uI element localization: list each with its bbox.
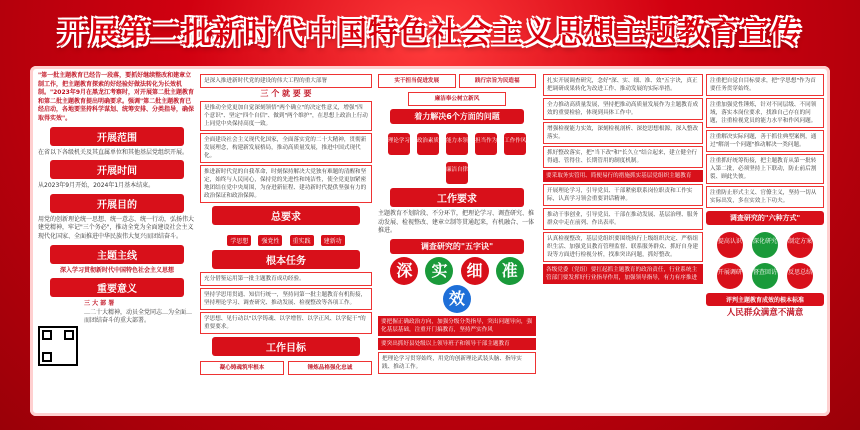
- col4-b8: 认真检视整改，基层党组织要围绕执行上级组织决定、严格组织生活、加强党员教育管理监督、联系服务群众、抓好自身建设等方面进行检视分析，找准突出问题，抓好整改。: [543, 232, 703, 262]
- way-item: 提高认识: [717, 232, 743, 258]
- page-title: 开展第二批新时代中国特色社会主义思想主题教育宣传: [58, 16, 802, 51]
- time-heading: 开展时间: [50, 160, 184, 179]
- five-word: 效: [443, 285, 471, 313]
- problem-item: 担当作为: [475, 133, 497, 155]
- req-chip: 强党性: [258, 235, 282, 246]
- req-heading: 总要求: [212, 206, 360, 225]
- slogan-3: 廉洁奉公树立新风: [408, 92, 506, 106]
- task-heading: 根本任务: [212, 250, 360, 269]
- way-item: 反思总结: [787, 263, 813, 289]
- col2-p3: 推进新时代党的自我革命，时刻保持解决大党独有难题的清醒和坚定，始终与人民同心，保持党的先进性和纯洁性，使全党更加紧密地团结在党中央周围，为奋进新征程、建功新时代提供坚强有力的政治保证和政治保障。: [200, 165, 372, 203]
- five-words: [378, 257, 536, 313]
- column-4: [543, 72, 703, 286]
- significance-text: …二十大精神，动员全党同志…为全面…而团结奋斗的重大部署。: [84, 308, 193, 325]
- five-word: 细: [461, 257, 489, 285]
- significance-heading: 重要意义: [50, 278, 184, 297]
- col2-top: 是深入推进新时代党的建设的伟大工程的重大部署: [200, 74, 372, 88]
- col4-b7: 推动干事创业，引导党员、干部在推动发展、基层治理、服务群众中走在前列、作出表率。: [543, 208, 703, 230]
- way-item: 开展调研: [717, 263, 743, 289]
- work-text: 主题教育不划阶段、不分环节，把理论学习、调查研究、推动发展、检视整改、建章立制等贯通起来，有机融合、一体推进。: [378, 210, 535, 235]
- task-2: 坚持学思用贯通、知信行统一，坚持同第一批主题教育有机衔接，坚持理论学习、调查研究、推动发展、检视整改等各项工作。: [200, 288, 372, 310]
- column-2: [200, 72, 372, 377]
- col5-b5: 注重防止形式主义、官僚主义，坚持一切从实际出发，多在实效上下功夫。: [706, 186, 824, 208]
- col5-b3: 注重解决实际问题，善于抓住典型案例，通过"解剖一个问题"推动解决一类问题。: [706, 130, 824, 152]
- way-item: 督查回访: [752, 263, 778, 289]
- column-5: [706, 72, 824, 318]
- col2-p2: 全面建设社会主义现代化国家，全面落实党的二十大精神，贯彻新发展理念，构建新发展格局，推动高质量发展，推进中国式现代化。: [200, 133, 372, 163]
- main-text: 深入学习贯彻新时代中国特色社会主义思想: [59, 266, 174, 274]
- goal-heading: 工作目标: [212, 337, 360, 356]
- range-text: 在省以下各级机关及其直属单位和其他基层党组织开展。: [38, 148, 189, 156]
- req-chips: [200, 228, 372, 247]
- work-heading: 工作要求: [390, 188, 524, 207]
- col4-b2: 全力推动高质量发展，坚持把推动高质量发展作为主题教育成效的重要检验，体现到具体工作中。: [543, 98, 703, 120]
- qr-code: [38, 326, 78, 366]
- col2-p1: 是推动全党更加自觉深刻领悟"两个确立"的决定性意义，增强"四个意识"、坚定"四个自信"、做到"两个维护"，在思想上政治上行动上同党中央保持高度一致。: [200, 101, 372, 131]
- way-item: 制定方案: [787, 232, 813, 258]
- col2-sub: 三 个 就 要 要: [260, 89, 312, 98]
- col4-b6: 开展理论学习，引导党员、干部紧密联系岗位职责和工作实际，认真学习领会重要讲话精神。: [543, 184, 703, 206]
- problem-item: 廉洁自律: [446, 162, 468, 184]
- standard-text: 人民群众满意不满意: [726, 308, 804, 318]
- goal-item: 凝心铸魂筑牢根本: [200, 361, 284, 375]
- six-problems-heading: 着力解决6个方面的问题: [390, 109, 524, 124]
- slogan-1: 实干担当促进发展: [378, 74, 456, 88]
- goal-heading: 开展目的: [50, 194, 184, 213]
- five-word: 实: [425, 257, 453, 285]
- col5-b2: 注重加强党性锤炼，针对不同层级、不同领域，落实本岗位要求，找准自己存在的问题，注重检视党员的能力水平和作风问题。: [706, 98, 824, 128]
- problem-item: 工作作风: [504, 133, 526, 155]
- problem-item: 理论学习: [388, 133, 410, 155]
- five-word: 深: [390, 257, 418, 285]
- problem-item: 政治素质: [417, 133, 439, 155]
- req-chip: 学思想: [227, 235, 251, 246]
- req-box-3: 把理论学习贯穿始终，用党的创新理论武装头脑、指导实践、推动工作。: [378, 352, 536, 374]
- col4-b5: 要采取务实管用、简便易行的措施抓实基层党组织主题教育: [543, 170, 703, 182]
- task-3: 学思想、见行动以"以学铸魂、以学增智、以学正风、以学促干"的重要要求。: [200, 312, 372, 334]
- five-heading: 调查研究的"五字诀": [390, 239, 524, 254]
- col5-b1: 注重把自觉自目标要求，把"学思想"作为首要任务贯穿始终。: [706, 74, 824, 96]
- time-text: 从2023年9月开始，2024年1月基本结束。: [38, 182, 155, 190]
- column-3: [378, 72, 536, 376]
- range-heading: 开展范围: [50, 127, 184, 146]
- goals: [200, 359, 372, 377]
- intro-text: "第一批主题教育已经告一段落，要抓好继续整改和建章立制工作，把主题教育探索的好经验好做法转化为长效机制。"2023年9月在黑龙江考察时，对开展第二批主题教育和第二批主题教育提出明确要求。强调"第二批主题教育已经启动，各地要坚持科学谋划、统筹安排、分类指导，确保取得实效"。: [38, 72, 195, 122]
- col4-b3: 增强检视能力实效，深刻检视剖析、深挖思想根源，深入整改落实。: [543, 122, 703, 144]
- six-problems: [378, 127, 536, 185]
- problem-item: 能力本领: [446, 133, 468, 155]
- goal-text: 用党的创新理论统一思想、统一意志、统一行动，弘扬伟大建党精神，牢记"三个务必"，推动全党为全面建设社会主义现代化国家、全面推进中华民族伟大复兴而团结奋斗。: [38, 215, 195, 240]
- main-heading: 主题主线: [50, 245, 184, 264]
- req-box-2: 要突出抓好县处级以上领导班子和领导干部主题教育: [378, 338, 536, 350]
- column-1: [38, 72, 196, 326]
- col4-b4: 抓好整改落实，把"当下改"和"长久立"结合起来，建立健全行得通、管得住、长期管用的制度机制。: [543, 146, 703, 168]
- standard-label: 评判主题教育成效的根本标准: [706, 293, 824, 306]
- slogan-2: 践行宗旨为民造福: [459, 74, 537, 88]
- col4-b9: 各级党委（党组）要扛起抓主题教育的政治责任，行业系统主管部门要发挥好行业指导作用，加强领导指导，有力有序推进: [543, 264, 703, 284]
- six-ways: [706, 228, 824, 290]
- way-item: 深化研究: [752, 232, 778, 258]
- significance-sub: 三 大 部 署: [84, 300, 115, 308]
- task-1: 充分借鉴运用第一批主题教育成功经验。: [200, 272, 372, 286]
- goal-item: 锤炼品格强化忠诚: [288, 361, 372, 375]
- req-chip: 重实践: [290, 235, 314, 246]
- five-word: 准: [496, 257, 524, 285]
- col4-b1: 扎实开展调查研究，念好"深、实、细、准、效"五字诀，真正把调研成果转化为改进工作、推动发展的实际举措。: [543, 74, 703, 96]
- req-box-1: 要把握正确政治方向，加强分级分类指导，突出问题导向，强化基层基础，注重开门搞教育，坚持严实作风: [378, 316, 536, 336]
- col5-b4: 注重抓好统筹衔接，把主题教育从第一批转入第二批，必须坚持上下联动，防止前后割裂、顾此失彼。: [706, 154, 824, 184]
- six-ways-heading: 调查研究的"六种方式": [706, 211, 824, 225]
- req-chip: 建新功: [321, 235, 345, 246]
